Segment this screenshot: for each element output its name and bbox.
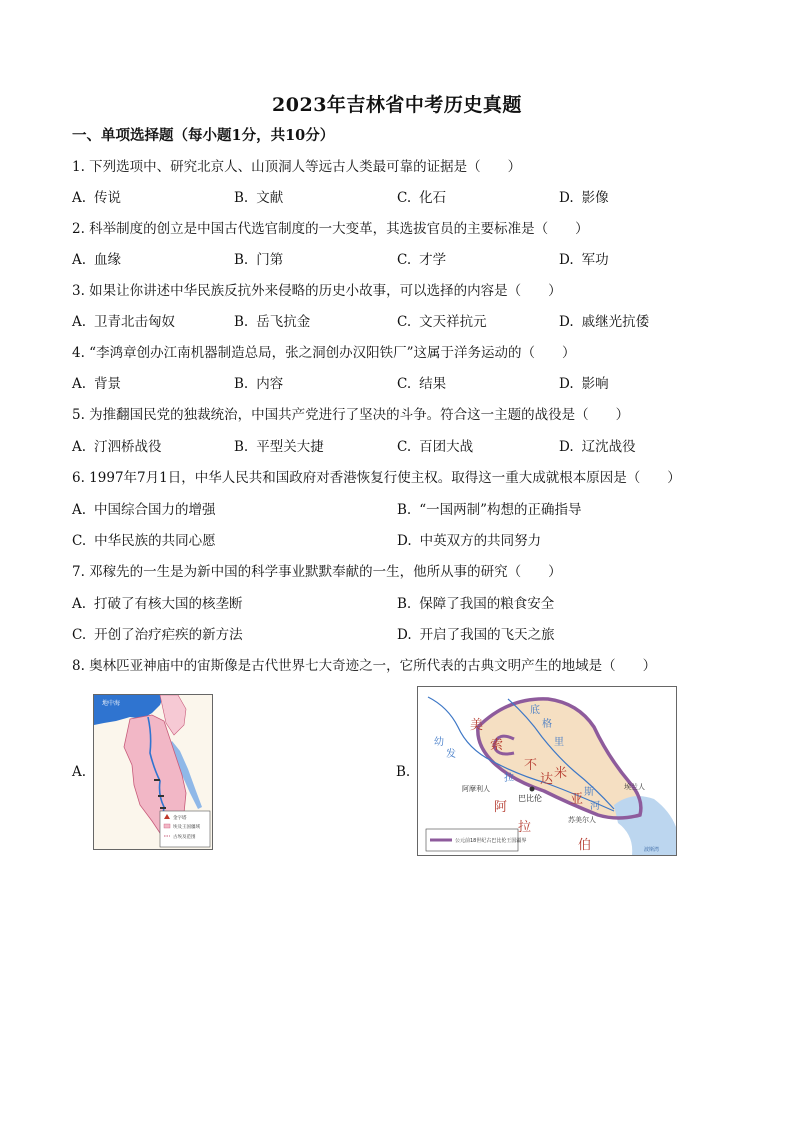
- label-persian-gulf: 波斯湾: [644, 847, 660, 853]
- sea-label: 地中海: [102, 700, 121, 707]
- label-fa: 发: [446, 749, 456, 760]
- q1-option-c: C. 化石: [397, 190, 447, 206]
- label-elamites: 埃兰人: [624, 783, 645, 791]
- legend-pyramid: 金字塔: [173, 816, 187, 821]
- q3-option-c: C. 文天祥抗元: [397, 314, 487, 330]
- map-b-mesopotamia: [417, 686, 677, 856]
- label-bu: 不: [524, 758, 538, 773]
- q2-option-c: C. 才学: [397, 252, 447, 268]
- label-mi: 米: [554, 766, 568, 781]
- q1-option-d: D. 影像: [559, 190, 609, 206]
- label-he: 河: [590, 801, 600, 812]
- q7-option-d: D. 开启了我国的飞天之旅: [397, 627, 555, 643]
- q5-option-a: A. 汀泗桥战役: [72, 439, 162, 455]
- q6-option-a: A. 中国综合国力的增强: [72, 502, 216, 518]
- question-7: 7. 邓稼先的一生是为新中国的科学事业默默奉献的一生，他所从事的研究（ ）: [72, 564, 562, 580]
- q1-option-a: A. 传说: [72, 190, 122, 206]
- question-4: 4. “李鸿章创办江南机器制造总局，张之洞创办汉阳铁厂”这属于洋务运动的（ ）: [72, 345, 576, 361]
- label-bo: 伯: [578, 838, 592, 853]
- label-di: 底: [530, 705, 540, 716]
- question-1: 1. 下列选项中、研究北京人、山顶洞人等远古人类最可靠的证据是（ ）: [72, 159, 522, 175]
- q5-option-d: D. 辽沈战役: [559, 439, 636, 455]
- label-si: 斯: [584, 787, 594, 798]
- babylon-city-icon: [530, 787, 535, 792]
- question-2: 2. 科举制度的创立是中国古代选官制度的一大变革，其选拔官员的主要标准是（ ）: [72, 221, 589, 237]
- q5-option-c: C. 百团大战: [397, 439, 474, 455]
- label-la2: 拉: [504, 773, 514, 784]
- q8-option-a: A.: [72, 764, 87, 780]
- label-li: 里: [554, 737, 564, 748]
- label-mei: 美: [470, 718, 484, 733]
- q3-option-a: A. 卫青北击匈奴: [72, 314, 176, 330]
- label-you: 幼: [434, 737, 444, 748]
- map-a-egypt: [93, 694, 213, 850]
- q3-option-b: B. 岳飞抗金: [234, 314, 311, 330]
- label-ge: 格: [542, 719, 552, 730]
- question-5: 5. 为推翻国民党的独裁统治，中国共产党进行了坚决的斗争。符合这一主题的战役是（ ）: [72, 407, 630, 423]
- page-title: 2023年吉林省中考历史真题: [272, 94, 522, 116]
- q6-option-d: D. 中英双方的共同努力: [397, 533, 542, 549]
- q2-option-d: D. 军功: [559, 252, 609, 268]
- label-la: 拉: [518, 820, 532, 835]
- label-ya: 亚: [570, 792, 584, 807]
- label-sumerians: 苏美尔人: [568, 816, 596, 824]
- label-amorites: 阿摩利人: [462, 785, 490, 793]
- q5-option-b: B. 平型关大捷: [234, 439, 324, 455]
- legend-swatch-kingdom: [164, 824, 170, 828]
- legend-boundary-text: 公元前18世纪古巴比伦王国疆界: [455, 838, 527, 844]
- question-6: 6. 1997年7月1日，中华人民共和国政府对香港恢复行使主权。取得这一重大成就根本原因是（ ）: [72, 470, 681, 486]
- legend-range: 古埃及范围: [173, 835, 196, 840]
- question-8: 8. 奥林匹亚神庙中的宙斯像是古代世界七大奇迹之一，它所代表的古典文明产生的地域是（ ）: [72, 658, 657, 674]
- q4-option-a: A. 背景: [72, 376, 122, 392]
- q7-option-b: B. 保障了我国的粮食安全: [397, 596, 555, 612]
- q8-option-b: B.: [396, 764, 411, 780]
- q2-option-a: A. 血缘: [72, 252, 122, 268]
- question-3: 3. 如果让你讲述中华民族反抗外来侵略的历史小故事，可以选择的内容是（ ）: [72, 283, 562, 299]
- q7-option-c: C. 开创了治疗疟疾的新方法: [72, 627, 243, 643]
- q6-option-c: C. 中华民族的共同心愿: [72, 533, 216, 549]
- q7-option-a: A. 打破了有核大国的核垄断: [72, 596, 243, 612]
- q6-option-b: B. “一国两制”构想的正确指导: [397, 502, 582, 518]
- section-heading: 一、单项选择题（每小题1分，共10分）: [72, 127, 335, 144]
- map-b-svg: [418, 687, 676, 855]
- q3-option-d: D. 戚继光抗倭: [559, 314, 650, 330]
- label-a: 阿: [494, 800, 508, 815]
- label-da: 达: [540, 772, 554, 787]
- q4-option-b: B. 内容: [234, 376, 284, 392]
- label-suo: 索: [490, 738, 504, 753]
- q2-option-b: B. 门第: [234, 252, 284, 268]
- legend-kingdom: 埃及王国疆域: [173, 825, 200, 830]
- q4-option-d: D. 影响: [559, 376, 609, 392]
- q4-option-c: C. 结果: [397, 376, 447, 392]
- q1-option-b: B. 文献: [234, 190, 284, 206]
- map-a-svg: [94, 695, 212, 849]
- label-babylon: 巴比伦: [518, 794, 542, 803]
